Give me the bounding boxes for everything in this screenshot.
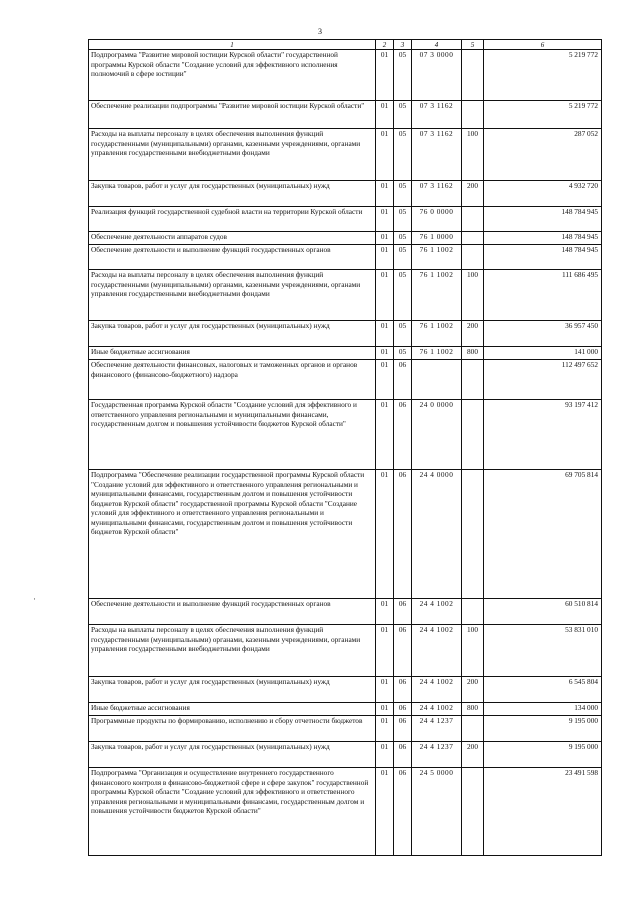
row-section: 01: [376, 50, 394, 101]
table-row: [89, 400, 602, 470]
row-amount: 23 491 598: [484, 768, 602, 856]
row-expense-type: [462, 470, 484, 599]
row-name: Подпрограмма "Организация и осуществление внутреннего государственного финансового контроля в финансово-бюджетной сфере и сфере закупок" государственной программы Курской области "Создание условий для эффективного и ответственного управления региональными и муниципальными финансами, государственным долгом и повышения устойчивости бюджетов Курской области": [89, 768, 376, 856]
row-subsection: 06: [394, 625, 412, 677]
row-amount: 60 510 814: [484, 599, 602, 625]
row-name: Иные бюджетные ассигнования: [89, 347, 376, 360]
row-section: 01: [376, 101, 394, 129]
row-target-code: 24 4 1237: [412, 742, 462, 768]
row-expense-type: [462, 245, 484, 270]
row-target-code: 24 5 0000: [412, 768, 462, 856]
row-section: 01: [376, 321, 394, 347]
row-target-code: 07 3 0000: [412, 50, 462, 101]
row-section: 01: [376, 470, 394, 599]
row-target-code: 76 1 1002: [412, 347, 462, 360]
row-subsection: 05: [394, 50, 412, 101]
row-target-code: 24 4 1237: [412, 716, 462, 742]
row-amount: 148 784 945: [484, 232, 602, 245]
row-name: Программные продукты по формированию, исполнению и сбору отчетности бюджетов: [89, 716, 376, 742]
row-name: Обеспечение реализации подпрограммы "Развитие мировой юстиции Курской области": [89, 101, 376, 129]
row-subsection: 06: [394, 768, 412, 856]
table-row: [89, 599, 602, 625]
row-target-code: 24 4 1002: [412, 599, 462, 625]
row-name: Обеспечение деятельности и выполнение функций государственных органов: [89, 599, 376, 625]
row-amount: 9 195 000: [484, 742, 602, 768]
row-expense-type: 200: [462, 321, 484, 347]
table-row: [89, 360, 602, 400]
row-target-code: 76 1 1002: [412, 321, 462, 347]
row-subsection: 05: [394, 270, 412, 321]
header-col-1: 1: [89, 40, 376, 50]
row-amount: 287 052: [484, 129, 602, 181]
row-amount: 134 000: [484, 703, 602, 716]
table-row: [89, 50, 602, 101]
page-number: 3: [318, 27, 322, 36]
row-expense-type: [462, 207, 484, 232]
row-name: Расходы на выплаты персоналу в целях обеспечения выполнения функций государственными (муниципальными) органами, казенными учреждениями, органами управления государственными внебюджетными фондами: [89, 270, 376, 321]
row-subsection: 05: [394, 181, 412, 207]
row-expense-type: [462, 360, 484, 400]
row-amount: 5 219 772: [484, 50, 602, 101]
table-row: [89, 270, 602, 321]
row-expense-type: 200: [462, 742, 484, 768]
row-section: 01: [376, 625, 394, 677]
row-section: 01: [376, 360, 394, 400]
row-expense-type: 100: [462, 129, 484, 181]
row-amount: 111 686 495: [484, 270, 602, 321]
row-target-code: 24 0 0000: [412, 400, 462, 470]
header-col-2: 2: [376, 40, 394, 50]
row-name: Иные бюджетные ассигнования: [89, 703, 376, 716]
row-name: Расходы на выплаты персоналу в целях обеспечения выполнения функций государственными (муниципальными) органами, казенными учреждениями, органами управления государственными внебюджетными фондами: [89, 625, 376, 677]
row-expense-type: 200: [462, 677, 484, 703]
row-subsection: 06: [394, 742, 412, 768]
table-row: [89, 768, 602, 856]
row-expense-type: [462, 768, 484, 856]
row-name: Закупка товаров, работ и услуг для государственных (муниципальных) нужд: [89, 321, 376, 347]
row-section: 01: [376, 181, 394, 207]
table-row: [89, 347, 602, 360]
row-amount: 141 000: [484, 347, 602, 360]
row-amount: 9 195 000: [484, 716, 602, 742]
row-target-code: 76 1 1002: [412, 245, 462, 270]
row-section: 01: [376, 768, 394, 856]
row-amount: 4 932 720: [484, 181, 602, 207]
row-section: 01: [376, 677, 394, 703]
table-row: [89, 321, 602, 347]
row-subsection: 05: [394, 129, 412, 181]
row-target-code: 24 4 1002: [412, 625, 462, 677]
row-target-code: 76 1 0000: [412, 232, 462, 245]
row-section: 01: [376, 245, 394, 270]
row-target-code: 07 3 1162: [412, 129, 462, 181]
row-subsection: 05: [394, 245, 412, 270]
row-subsection: 06: [394, 716, 412, 742]
row-section: 01: [376, 599, 394, 625]
table-row: [89, 703, 602, 716]
row-amount: 5 219 772: [484, 101, 602, 129]
row-expense-type: [462, 101, 484, 129]
row-subsection: 05: [394, 321, 412, 347]
header-col-3: 3: [394, 40, 412, 50]
row-section: 01: [376, 400, 394, 470]
table-row: [89, 716, 602, 742]
row-section: 01: [376, 347, 394, 360]
row-name: Обеспечение деятельности и выполнение функций государственных органов: [89, 245, 376, 270]
budget-table: [88, 39, 602, 856]
row-amount: 112 497 652: [484, 360, 602, 400]
table-row: [89, 129, 602, 181]
row-expense-type: 100: [462, 270, 484, 321]
row-section: 01: [376, 716, 394, 742]
row-name: Закупка товаров, работ и услуг для государственных (муниципальных) нужд: [89, 181, 376, 207]
row-expense-type: 800: [462, 703, 484, 716]
row-subsection: 05: [394, 347, 412, 360]
row-subsection: 06: [394, 703, 412, 716]
row-amount: 93 197 412: [484, 400, 602, 470]
row-subsection: 06: [394, 360, 412, 400]
row-name: Государственная программа Курской области "Создание условий для эффективного и ответственного управления региональными и муниципальными финансами, государственным долгом и повышения устойчивости бюджетов Курской области": [89, 400, 376, 470]
row-expense-type: [462, 599, 484, 625]
row-name: Закупка товаров, работ и услуг для государственных (муниципальных) нужд: [89, 677, 376, 703]
row-section: 01: [376, 129, 394, 181]
row-name: Обеспечение деятельности аппаратов судов: [89, 232, 376, 245]
row-target-code: 76 1 1002: [412, 270, 462, 321]
table-row: [89, 625, 602, 677]
row-subsection: 06: [394, 400, 412, 470]
row-amount: 6 545 804: [484, 677, 602, 703]
row-amount: 69 705 814: [484, 470, 602, 599]
table-header-row: [89, 40, 602, 50]
row-expense-type: [462, 50, 484, 101]
row-target-code: 24 4 1002: [412, 677, 462, 703]
row-target-code: 24 4 1002: [412, 703, 462, 716]
table-row: [89, 677, 602, 703]
row-section: 01: [376, 207, 394, 232]
row-amount: 53 831 010: [484, 625, 602, 677]
table-row: [89, 181, 602, 207]
row-expense-type: 800: [462, 347, 484, 360]
row-name: Подпрограмма "Обеспечение реализации государственной программы Курской области "Создание условий для эффективного и ответственного управления региональными и муниципальными финансами, государственным долгом и повышения устойчивости бюджетов Курской области" государственной программы Курской области "Создание условий для эффективного и ответственного управления региональными и муниципальными финансами, государственным долгом и повышения устойчивости бюджетов Курской области": [89, 470, 376, 599]
row-subsection: 05: [394, 232, 412, 245]
row-target-code: 07 3 1162: [412, 181, 462, 207]
row-amount: 148 784 945: [484, 207, 602, 232]
row-target-code: [412, 360, 462, 400]
header-col-6: 6: [484, 40, 602, 50]
row-name: Расходы на выплаты персоналу в целях обеспечения выполнения функций государственными (муниципальными) органами, казенными учреждениями, органами управления государственными внебюджетными фондами: [89, 129, 376, 181]
row-section: 01: [376, 742, 394, 768]
table-row: [89, 101, 602, 129]
table-row: [89, 232, 602, 245]
row-section: 01: [376, 270, 394, 321]
row-expense-type: [462, 232, 484, 245]
table-row: [89, 207, 602, 232]
row-expense-type: 200: [462, 181, 484, 207]
row-expense-type: 100: [462, 625, 484, 677]
table-row: [89, 470, 602, 599]
header-col-5: 5: [462, 40, 484, 50]
row-expense-type: [462, 716, 484, 742]
row-section: 01: [376, 232, 394, 245]
row-target-code: 07 3 1162: [412, 101, 462, 129]
row-subsection: 06: [394, 677, 412, 703]
row-name: Реализация функций государственной судебной власти на территории Курской области: [89, 207, 376, 232]
row-name: Обеспечение деятельности финансовых, налоговых и таможенных органов и органов финансового (финансово-бюджетного) надзора: [89, 360, 376, 400]
scan-margin-mark: ·: [33, 594, 36, 604]
row-amount: 36 957 450: [484, 321, 602, 347]
row-subsection: 06: [394, 470, 412, 599]
row-subsection: 06: [394, 599, 412, 625]
row-subsection: 05: [394, 101, 412, 129]
table-row: [89, 245, 602, 270]
row-expense-type: [462, 400, 484, 470]
row-section: 01: [376, 703, 394, 716]
row-name: Закупка товаров, работ и услуг для государственных (муниципальных) нужд: [89, 742, 376, 768]
row-name: Подпрограмма "Развитие мировой юстиции Курской области" государственной программы Курской области "Создание условий для эффективного исполнения полномочий в сфере юстиции": [89, 50, 376, 101]
table-row: [89, 742, 602, 768]
row-target-code: 76 0 0000: [412, 207, 462, 232]
row-target-code: 24 4 0000: [412, 470, 462, 599]
row-subsection: 05: [394, 207, 412, 232]
header-col-4: 4: [412, 40, 462, 50]
row-amount: 148 784 945: [484, 245, 602, 270]
